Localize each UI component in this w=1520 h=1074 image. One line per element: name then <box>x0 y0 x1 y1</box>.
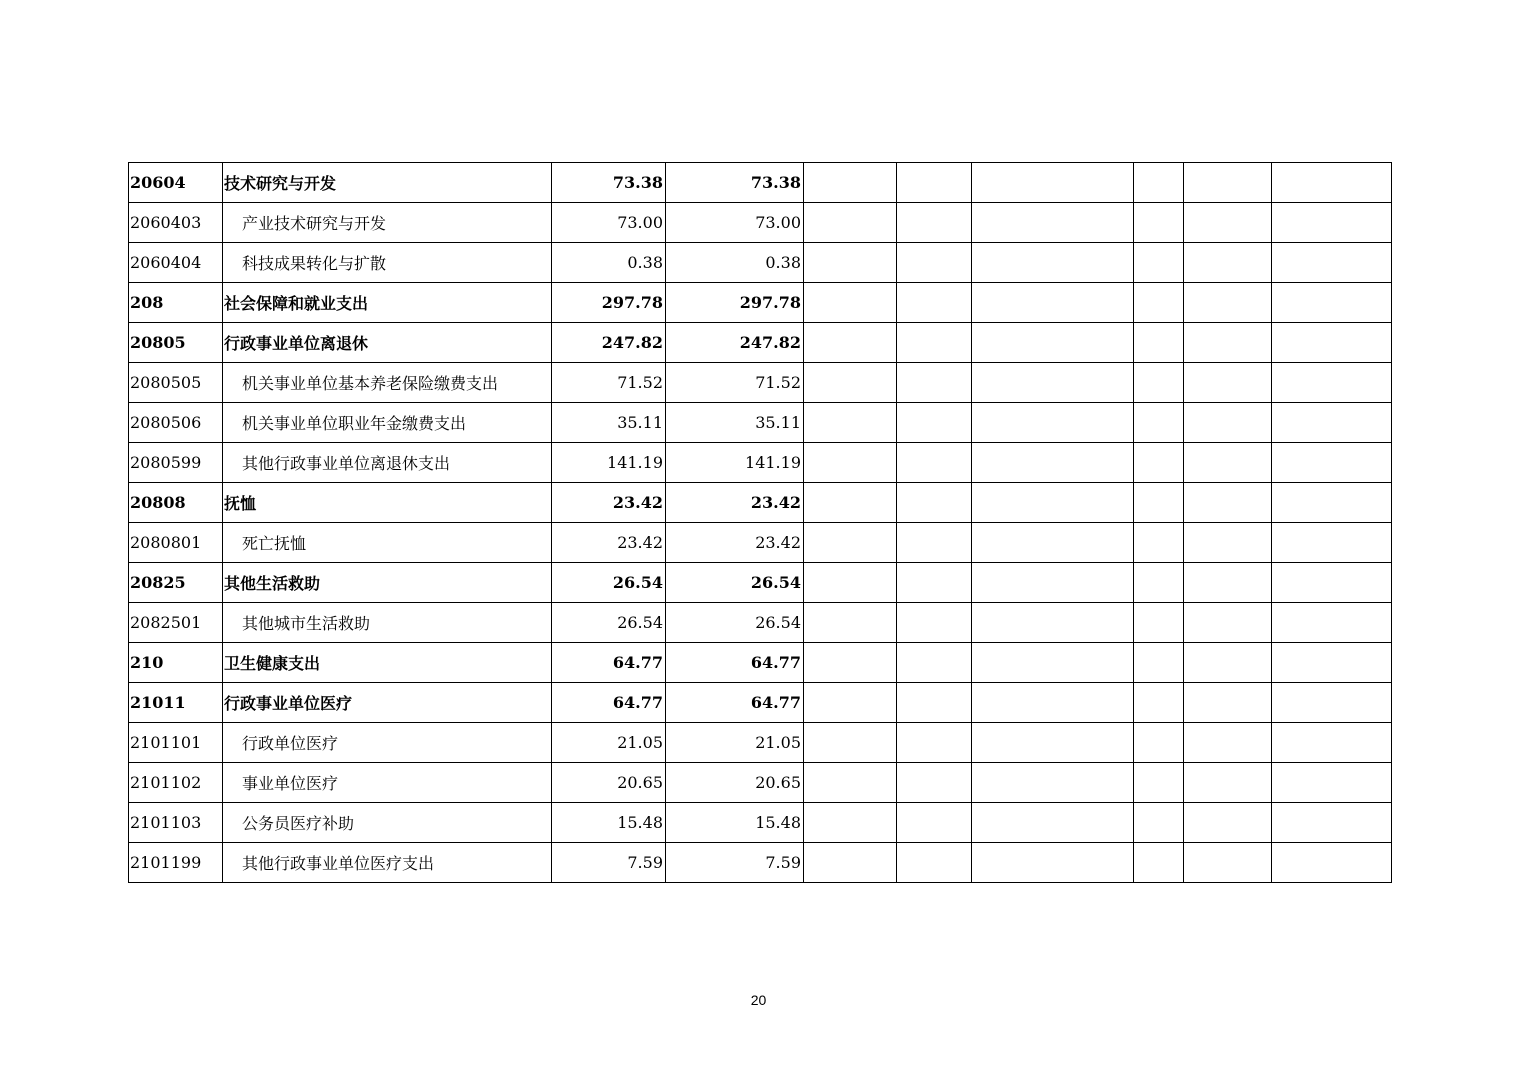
basic-expenditure-cell: 64.77 <box>666 643 804 683</box>
empty-cell <box>1184 563 1272 603</box>
empty-cell <box>1134 203 1184 243</box>
table-body <box>129 163 1392 883</box>
empty-cell <box>897 323 972 363</box>
empty-cell <box>897 163 972 203</box>
subject-code-cell: 2101199 <box>129 843 223 883</box>
total-amount-cell: 21.05 <box>552 723 666 763</box>
basic-expenditure-cell: 0.38 <box>666 243 804 283</box>
basic-expenditure-cell: 23.42 <box>666 523 804 563</box>
table-row <box>129 483 1392 523</box>
basic-expenditure-cell: 73.00 <box>666 203 804 243</box>
total-amount-cell: 26.54 <box>552 563 666 603</box>
empty-cell <box>1184 163 1272 203</box>
empty-cell <box>1184 723 1272 763</box>
empty-cell <box>1272 283 1392 323</box>
table-row <box>129 203 1392 243</box>
empty-cell <box>1184 403 1272 443</box>
subject-code-cell: 2080599 <box>129 443 223 483</box>
empty-cell <box>1272 683 1392 723</box>
subject-name-cell: 产业技术研究与开发 <box>223 203 552 243</box>
subject-code-cell: 2080506 <box>129 403 223 443</box>
empty-cell <box>1184 283 1272 323</box>
empty-cell <box>1134 323 1184 363</box>
basic-expenditure-cell: 141.19 <box>666 443 804 483</box>
empty-cell <box>1184 763 1272 803</box>
table-row <box>129 683 1392 723</box>
subject-name-cell: 科技成果转化与扩散 <box>223 243 552 283</box>
empty-cell <box>1134 763 1184 803</box>
empty-cell <box>972 723 1134 763</box>
subject-name-cell: 行政单位医疗 <box>223 723 552 763</box>
subject-code-cell: 2082501 <box>129 603 223 643</box>
empty-cell <box>972 363 1134 403</box>
empty-cell <box>804 683 897 723</box>
empty-cell <box>1272 163 1392 203</box>
empty-cell <box>804 643 897 683</box>
subject-name-cell: 机关事业单位基本养老保险缴费支出 <box>223 363 552 403</box>
subject-name-cell: 其他城市生活救助 <box>223 603 552 643</box>
basic-expenditure-cell: 73.38 <box>666 163 804 203</box>
total-amount-cell: 141.19 <box>552 443 666 483</box>
empty-cell <box>804 523 897 563</box>
empty-cell <box>1184 243 1272 283</box>
empty-cell <box>1134 643 1184 683</box>
empty-cell <box>972 283 1134 323</box>
empty-cell <box>1272 483 1392 523</box>
empty-cell <box>1184 603 1272 643</box>
empty-cell <box>804 563 897 603</box>
empty-cell <box>972 163 1134 203</box>
empty-cell <box>1134 363 1184 403</box>
empty-cell <box>804 243 897 283</box>
total-amount-cell: 23.42 <box>552 523 666 563</box>
empty-cell <box>897 243 972 283</box>
empty-cell <box>1184 643 1272 683</box>
total-amount-cell: 26.54 <box>552 603 666 643</box>
empty-cell <box>1134 683 1184 723</box>
total-amount-cell: 297.78 <box>552 283 666 323</box>
empty-cell <box>804 603 897 643</box>
table-row <box>129 323 1392 363</box>
empty-cell <box>1134 403 1184 443</box>
subject-code-cell: 2080801 <box>129 523 223 563</box>
table-row <box>129 443 1392 483</box>
subject-code-cell: 2060403 <box>129 203 223 243</box>
total-amount-cell: 35.11 <box>552 403 666 443</box>
empty-cell <box>972 803 1134 843</box>
subject-name-cell: 机关事业单位职业年金缴费支出 <box>223 403 552 443</box>
budget-table <box>128 162 1392 883</box>
empty-cell <box>972 443 1134 483</box>
empty-cell <box>1184 803 1272 843</box>
table-row <box>129 603 1392 643</box>
subject-code-cell: 2101102 <box>129 763 223 803</box>
subject-code-cell: 21011 <box>129 683 223 723</box>
subject-code-cell: 20808 <box>129 483 223 523</box>
subject-code-cell: 210 <box>129 643 223 683</box>
total-amount-cell: 7.59 <box>552 843 666 883</box>
subject-name-cell: 其他生活救助 <box>223 563 552 603</box>
basic-expenditure-cell: 26.54 <box>666 603 804 643</box>
page-number: 20 <box>750 992 767 1008</box>
empty-cell <box>804 803 897 843</box>
empty-cell <box>804 763 897 803</box>
empty-cell <box>1184 323 1272 363</box>
basic-expenditure-cell: 297.78 <box>666 283 804 323</box>
total-amount-cell: 73.38 <box>552 163 666 203</box>
basic-expenditure-cell: 35.11 <box>666 403 804 443</box>
subject-name-cell: 抚恤 <box>223 483 552 523</box>
empty-cell <box>1134 723 1184 763</box>
empty-cell <box>972 843 1134 883</box>
total-amount-cell: 64.77 <box>552 643 666 683</box>
empty-cell <box>897 723 972 763</box>
empty-cell <box>972 763 1134 803</box>
empty-cell <box>1134 243 1184 283</box>
empty-cell <box>897 843 972 883</box>
subject-name-cell: 其他行政事业单位离退休支出 <box>223 443 552 483</box>
empty-cell <box>897 203 972 243</box>
total-amount-cell: 0.38 <box>552 243 666 283</box>
empty-cell <box>804 843 897 883</box>
subject-name-cell: 事业单位医疗 <box>223 763 552 803</box>
empty-cell <box>1272 523 1392 563</box>
subject-code-cell: 20805 <box>129 323 223 363</box>
empty-cell <box>897 443 972 483</box>
table-row <box>129 843 1392 883</box>
empty-cell <box>1272 203 1392 243</box>
subject-name-cell: 公务员医疗补助 <box>223 803 552 843</box>
basic-expenditure-cell: 26.54 <box>666 563 804 603</box>
empty-cell <box>972 603 1134 643</box>
subject-code-cell: 2080505 <box>129 363 223 403</box>
empty-cell <box>1184 203 1272 243</box>
empty-cell <box>972 523 1134 563</box>
basic-expenditure-cell: 7.59 <box>666 843 804 883</box>
empty-cell <box>972 683 1134 723</box>
empty-cell <box>804 203 897 243</box>
subject-name-cell: 行政事业单位医疗 <box>223 683 552 723</box>
empty-cell <box>804 443 897 483</box>
empty-cell <box>972 643 1134 683</box>
empty-cell <box>1272 243 1392 283</box>
table-row <box>129 523 1392 563</box>
total-amount-cell: 20.65 <box>552 763 666 803</box>
empty-cell <box>1134 803 1184 843</box>
empty-cell <box>1184 483 1272 523</box>
table-row <box>129 803 1392 843</box>
table-row <box>129 283 1392 323</box>
total-amount-cell: 64.77 <box>552 683 666 723</box>
total-amount-cell: 71.52 <box>552 363 666 403</box>
empty-cell <box>1272 323 1392 363</box>
subject-code-cell: 2060404 <box>129 243 223 283</box>
basic-expenditure-cell: 64.77 <box>666 683 804 723</box>
empty-cell <box>972 203 1134 243</box>
subject-code-cell: 2101103 <box>129 803 223 843</box>
empty-cell <box>1134 563 1184 603</box>
basic-expenditure-cell: 247.82 <box>666 323 804 363</box>
empty-cell <box>1184 843 1272 883</box>
empty-cell <box>1134 283 1184 323</box>
table-row <box>129 643 1392 683</box>
empty-cell <box>897 483 972 523</box>
empty-cell <box>1134 483 1184 523</box>
basic-expenditure-cell: 71.52 <box>666 363 804 403</box>
subject-code-cell: 2101101 <box>129 723 223 763</box>
empty-cell <box>1272 603 1392 643</box>
empty-cell <box>897 683 972 723</box>
empty-cell <box>897 603 972 643</box>
empty-cell <box>1272 723 1392 763</box>
empty-cell <box>897 523 972 563</box>
subject-code-cell: 208 <box>129 283 223 323</box>
subject-name-cell: 技术研究与开发 <box>223 163 552 203</box>
subject-name-cell: 卫生健康支出 <box>223 643 552 683</box>
empty-cell <box>804 163 897 203</box>
empty-cell <box>1272 643 1392 683</box>
table-row <box>129 363 1392 403</box>
empty-cell <box>1134 603 1184 643</box>
table-row <box>129 763 1392 803</box>
empty-cell <box>804 483 897 523</box>
empty-cell <box>1134 523 1184 563</box>
empty-cell <box>897 563 972 603</box>
empty-cell <box>1272 443 1392 483</box>
empty-cell <box>804 363 897 403</box>
total-amount-cell: 23.42 <box>552 483 666 523</box>
table-row <box>129 563 1392 603</box>
basic-expenditure-cell: 21.05 <box>666 723 804 763</box>
empty-cell <box>972 563 1134 603</box>
basic-expenditure-cell: 15.48 <box>666 803 804 843</box>
table-row <box>129 723 1392 763</box>
empty-cell <box>897 643 972 683</box>
table-row <box>129 163 1392 203</box>
empty-cell <box>897 403 972 443</box>
empty-cell <box>897 763 972 803</box>
empty-cell <box>897 283 972 323</box>
empty-cell <box>1272 763 1392 803</box>
subject-name-cell: 死亡抚恤 <box>223 523 552 563</box>
empty-cell <box>1272 563 1392 603</box>
subject-name-cell: 其他行政事业单位医疗支出 <box>223 843 552 883</box>
empty-cell <box>1134 843 1184 883</box>
subject-code-cell: 20825 <box>129 563 223 603</box>
empty-cell <box>804 723 897 763</box>
empty-cell <box>804 323 897 363</box>
empty-cell <box>1184 683 1272 723</box>
empty-cell <box>804 283 897 323</box>
basic-expenditure-cell: 23.42 <box>666 483 804 523</box>
empty-cell <box>1184 363 1272 403</box>
total-amount-cell: 15.48 <box>552 803 666 843</box>
empty-cell <box>1272 803 1392 843</box>
basic-expenditure-cell: 20.65 <box>666 763 804 803</box>
empty-cell <box>1272 843 1392 883</box>
empty-cell <box>804 403 897 443</box>
total-amount-cell: 73.00 <box>552 203 666 243</box>
table-row <box>129 243 1392 283</box>
empty-cell <box>972 483 1134 523</box>
empty-cell <box>897 363 972 403</box>
table-row <box>129 403 1392 443</box>
empty-cell <box>1272 363 1392 403</box>
empty-cell <box>1134 443 1184 483</box>
subject-code-cell: 20604 <box>129 163 223 203</box>
empty-cell <box>1184 523 1272 563</box>
empty-cell <box>972 323 1134 363</box>
empty-cell <box>1134 163 1184 203</box>
empty-cell <box>1184 443 1272 483</box>
total-amount-cell: 247.82 <box>552 323 666 363</box>
subject-name-cell: 行政事业单位离退休 <box>223 323 552 363</box>
empty-cell <box>972 403 1134 443</box>
empty-cell <box>897 803 972 843</box>
subject-name-cell: 社会保障和就业支出 <box>223 283 552 323</box>
empty-cell <box>972 243 1134 283</box>
empty-cell <box>1272 403 1392 443</box>
